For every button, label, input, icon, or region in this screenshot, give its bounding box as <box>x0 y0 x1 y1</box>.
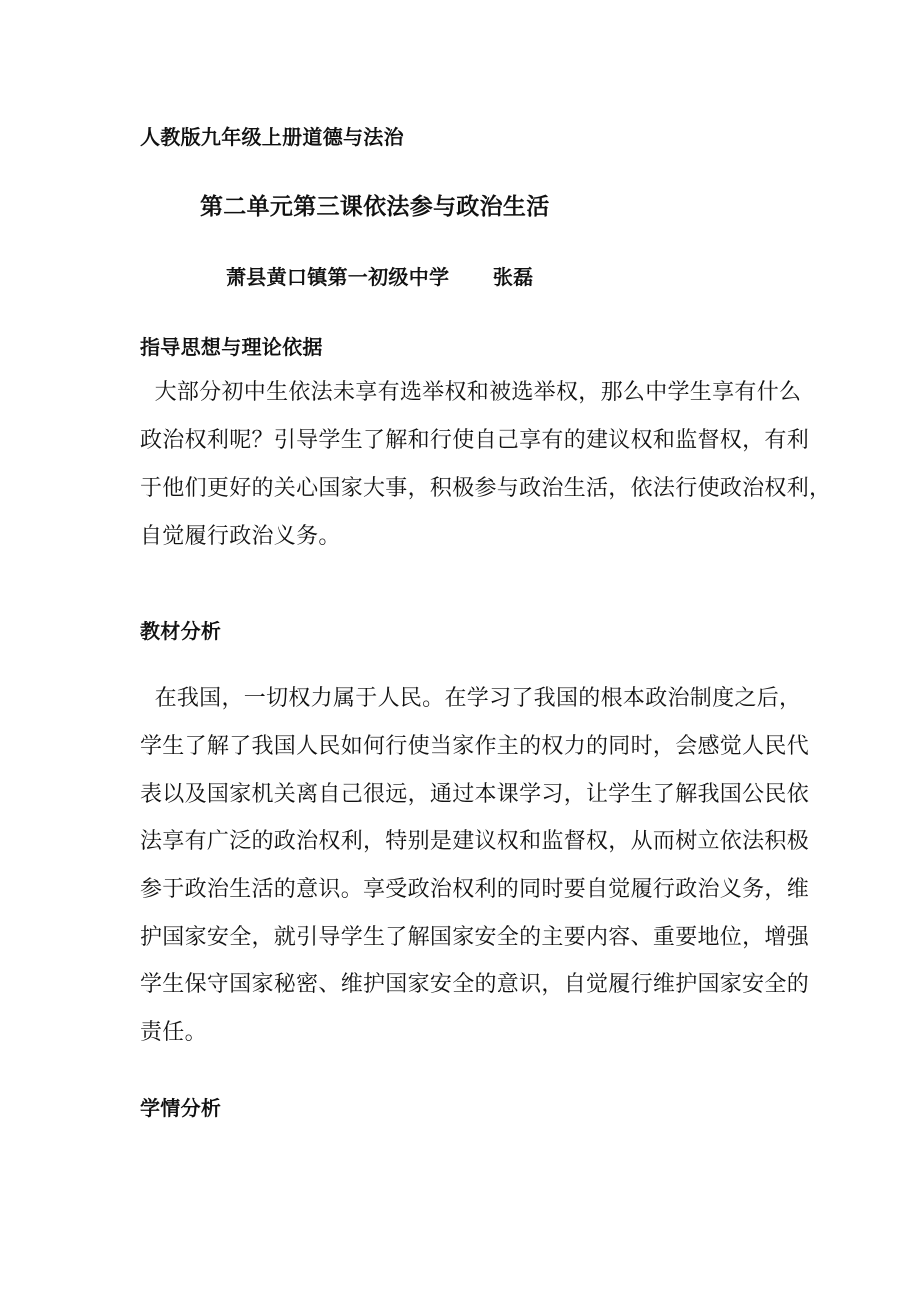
paragraph-line: 大部分初中生依法未享有选举权和被选举权，那么中学生享有什么 <box>140 380 802 405</box>
doc-title: 第二单元第三课依法参与政治生活 <box>200 194 550 220</box>
doc-header: 人教版九年级上册道德与法治 <box>140 125 404 149</box>
paragraph-line: 在我国，一切权力属于人民。在学习了我国的根本政治制度之后， <box>140 686 802 711</box>
paragraph-line: 法享有广泛的政治权利，特别是建议权和监督权，从而树立依法积极 <box>140 829 810 854</box>
paragraph-line: 学生了解了我国人民如何行使当家作主的权力的同时，会感觉人民代 <box>140 734 810 759</box>
section-heading: 学情分析 <box>140 1096 222 1120</box>
paragraph-line: 自觉履行政治义务。 <box>140 524 341 549</box>
section-heading: 指导思想与理论依据 <box>140 335 323 359</box>
paragraph-line: 护国家安全，就引导学生了解国家安全的主要内容、重要地位，增强 <box>140 925 810 950</box>
paragraph-line: 责任。 <box>140 1020 207 1045</box>
paragraph-line: 学生保守国家秘密、维护国家安全的意识，自觉履行维护国家安全的 <box>140 972 810 997</box>
doc-author: 萧县黄口镇第一初级中学 张磊 <box>226 265 534 289</box>
paragraph-line: 政治权利呢？引导学生了解和行使自己享有的建议权和监督权，有利 <box>140 428 810 453</box>
section-heading: 教材分析 <box>140 619 222 643</box>
paragraph-line: 于他们更好的关心国家大事，积极参与政治生活，依法行使政治权利， <box>140 476 832 501</box>
paragraph-line: 参于政治生活的意识。享受政治权利的同时要自觉履行政治义务，维 <box>140 877 810 902</box>
paragraph-line: 表以及国家机关离自己很远，通过本课学习，让学生了解我国公民依 <box>140 782 810 807</box>
